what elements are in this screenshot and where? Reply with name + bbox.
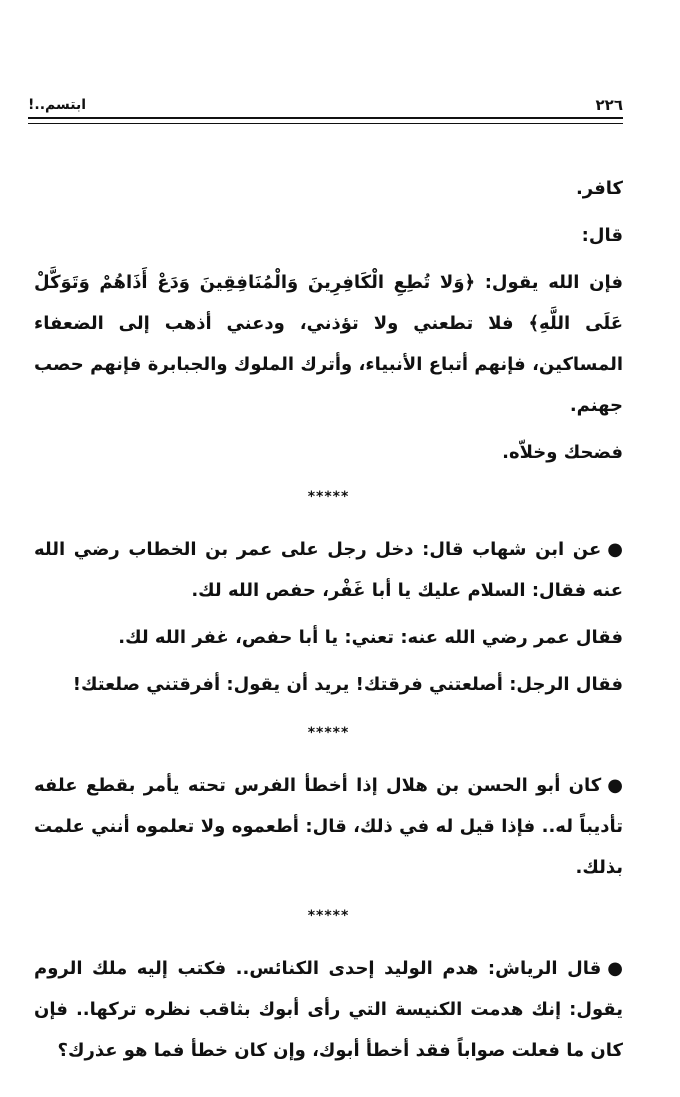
page-number: ٢٢٦ [595,96,623,114]
paragraph-anecdote [34,529,623,611]
bullet-icon: ● [607,775,623,796]
paragraph-text: كان أبو الحسن بن هلال إذا أخطأ الفرس تحته يأمر بقطع علفه تأديباً له.. فإذا قيل له في ذلك، قال: أطعموه ولا تعلموه أنني علمت بذلك. [34,775,623,878]
header-rule-thick [28,117,623,119]
paragraph-anecdote [34,948,623,1071]
bullet-icon: ● [607,539,623,560]
section-separator: ***** [307,489,350,505]
running-title: ابتسم..! [28,97,87,113]
paragraph-text: قال الرياش: هدم الوليد إحدى الكنائس.. فكتب إليه ملك الروم يقول: إنك هدمت الكنيسة التي رأى أبوك بثاقب نظره تركها.. فإن كان ما فعلت صواباً فقد أخطأ أبوك، وإن كان خطأ فما هو عذرك؟ [34,958,623,1061]
section-separator: ***** [307,908,350,924]
bullet-icon: ● [607,958,623,979]
paragraph-quran-quote: فإن الله يقول: ﴿وَلا تُطِعِ الْكَافِرِينَ وَالْمُنَافِقِينَ وَدَعْ أَذَاهُمْ وَتَوَكَّلْ عَلَى اللَّهِ﴾ فلا تطعني ولا تؤذني، ودعني أذهب إلى الضعفاء المساكين، فإنهم أتباع الأنبياء، وأترك الملوك والجبابرة فإنهم حصب جهنم. [34,272,623,416]
paragraph: كافر. [575,178,623,199]
page-header [28,92,623,114]
paragraph: فضحك وخلاّه. [502,442,623,463]
paragraph: فقال عمر رضي الله عنه: تعني: يا أبا حفص، غفر الله لك. [118,627,623,648]
paragraph: قال: [581,225,623,246]
page-content [34,168,623,1071]
paragraph: فقال الرجل: أصلعتني فرقتك! يريد أن يقول: أفرقتني صلعتك! [72,674,623,695]
section-separator: ***** [307,725,350,741]
header-rule-thin [28,123,623,124]
paragraph-anecdote [34,765,623,888]
paragraph-text: عن ابن شهاب قال: دخل رجل على عمر بن الخطاب رضي الله عنه فقال: السلام عليك يا أبا غَفْر، حفص الله لك. [34,539,623,601]
